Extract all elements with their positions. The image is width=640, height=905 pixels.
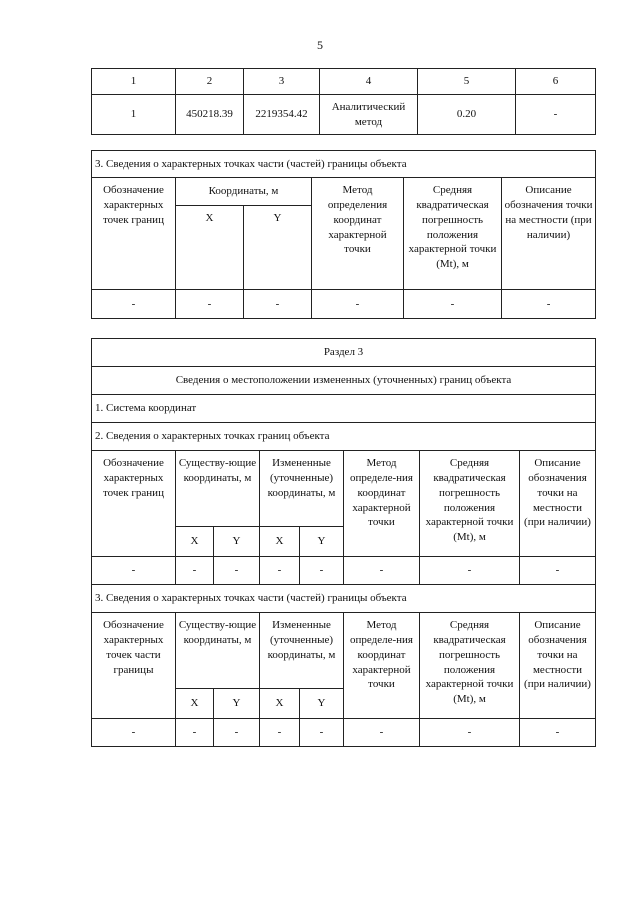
header-existing-y: Y [214, 689, 260, 719]
header-method: Метод определения координат характерной точки [312, 178, 404, 290]
header-changed-x: X [260, 689, 300, 719]
header-changed-y: Y [300, 689, 344, 719]
header-coordinates: Координаты, м [176, 178, 312, 206]
cell: - [176, 557, 214, 585]
table-header-row [92, 69, 596, 95]
header-y: Y [244, 206, 312, 290]
cell: - [92, 290, 176, 319]
cell-y: 2219354.42 [244, 95, 320, 135]
cell: - [520, 719, 596, 747]
col-number-4: 4 [320, 69, 418, 95]
cell-error: 0.20 [418, 95, 516, 135]
header-error: Средняя квадратическая погрешность положения характерной точки (Mt), м [404, 178, 502, 290]
header-designation: Обозначение характерных точек границ [92, 178, 176, 290]
cell: - [520, 557, 596, 585]
col-number-2: 2 [176, 69, 244, 95]
header-error: Средняя квадратическая погрешность положения характерной точки (Mt), м [420, 451, 520, 557]
cell: - [260, 719, 300, 747]
cell: - [92, 719, 176, 747]
cell: - [260, 557, 300, 585]
header-error: Средняя квадратическая погрешность положения характерной точки (Mt), м [420, 613, 520, 719]
section-3-table [91, 338, 596, 747]
header-designation: Обозначение характерных точек границ [92, 451, 176, 557]
coordinates-table [91, 68, 596, 135]
header-changed-y: Y [300, 527, 344, 557]
table-row [92, 719, 596, 747]
col-number-1: 1 [92, 69, 176, 95]
header-method: Метод определе-ния координат характерной точки [344, 451, 420, 557]
cell: - [92, 557, 176, 585]
cell: - [344, 557, 420, 585]
col-number-3: 3 [244, 69, 320, 95]
cell: - [176, 290, 244, 319]
col-number-5: 5 [418, 69, 516, 95]
coordinate-system: 1. Система координат [92, 395, 596, 423]
cell: - [420, 557, 520, 585]
cell-x: 450218.39 [176, 95, 244, 135]
header-changed-coords: Измененные (уточненные) координаты, м [260, 613, 344, 689]
header-changed-coords: Измененные (уточненные) координаты, м [260, 451, 344, 527]
header-existing-y: Y [214, 527, 260, 557]
header-designation: Обозначение характерных точек части границы [92, 613, 176, 719]
header-description: Описание обозначения точки на местности (при наличии) [502, 178, 596, 290]
cell-method: Аналитический метод [320, 95, 418, 135]
cell: - [404, 290, 502, 319]
table-row [92, 95, 596, 135]
header-existing-x: X [176, 527, 214, 557]
cell: - [300, 557, 344, 585]
cell: - [214, 719, 260, 747]
cell: - [176, 719, 214, 747]
cell: - [214, 557, 260, 585]
cell: - [344, 719, 420, 747]
table-row [92, 290, 596, 319]
header-changed-x: X [260, 527, 300, 557]
header-existing-coords: Существу-ющие координаты, м [176, 451, 260, 527]
header-existing-coords: Существу-ющие координаты, м [176, 613, 260, 689]
section-title: 3. Сведения о характерных точках части (частей) границы объекта [92, 151, 596, 178]
header-description: Описание обозначения точки на местности (при наличии) [520, 613, 596, 719]
cell: - [420, 719, 520, 747]
section-heading: Раздел 3 [92, 339, 596, 367]
table-row [92, 557, 596, 585]
header-x: X [176, 206, 244, 290]
col-number-6: 6 [516, 69, 596, 95]
header-existing-x: X [176, 689, 214, 719]
cell-point-number: 1 [92, 95, 176, 135]
cell: - [300, 719, 344, 747]
section-subtitle: Сведения о местоположении измененных (уточненных) границ объекта [92, 367, 596, 395]
boundary-points-title: 2. Сведения о характерных точках границ объекта [92, 423, 596, 451]
cell-description: - [516, 95, 596, 135]
page-number: 5 [317, 38, 323, 52]
header-description: Описание обозначения точки на местности (при наличии) [520, 451, 596, 557]
part-points-title: 3. Сведения о характерных точках части (частей) границы объекта [92, 585, 596, 613]
cell: - [244, 290, 312, 319]
cell: - [502, 290, 596, 319]
header-method: Метод определе-ния координат характерной точки [344, 613, 420, 719]
part-points-table [91, 150, 596, 319]
cell: - [312, 290, 404, 319]
